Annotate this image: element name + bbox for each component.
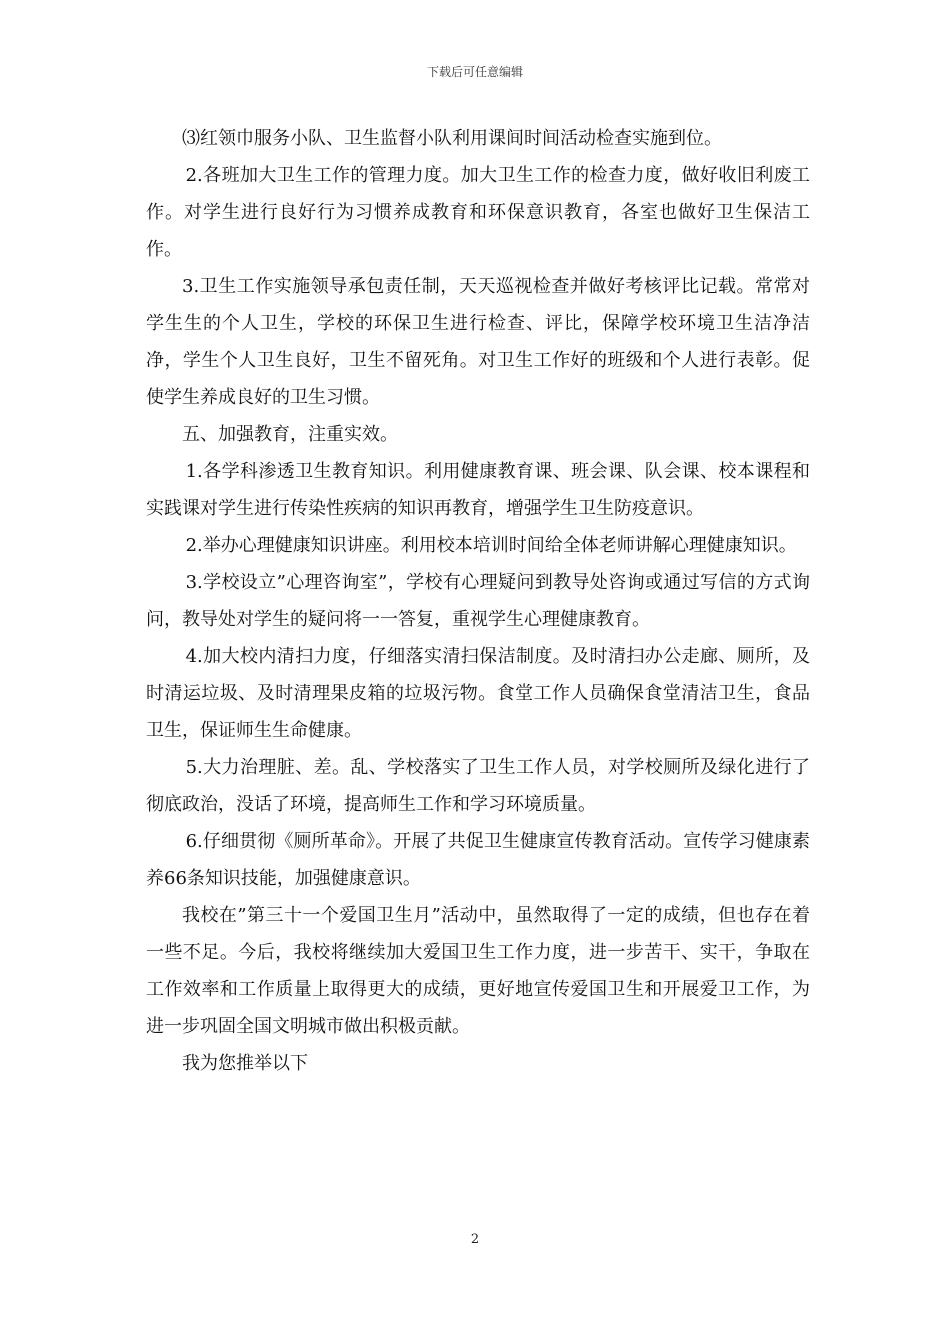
page-number: 2: [470, 1232, 480, 1247]
paragraph-toilet-revolution: 6.仔细贯彻《厕所革命》。开展了共促卫生健康宣传教育活动。宣传学习健康素养66条知识技能，加强健康意识。: [146, 831, 810, 889]
paragraph-mental-health-lecture: 2.举办心理健康知识讲座。利用校本培训时间给全体老师讲解心理健康知识。: [185, 535, 797, 556]
paragraph-red-scarf-team: ⑶红领巾服务小队、卫生监督小队利用课间时间活动检查实施到位。: [182, 128, 722, 149]
paragraph-class-management: 2.各班加大卫生工作的管理力度。加大卫生工作的检查力度，做好收旧利废工作。对学生进行良好行为习惯养成教育和环保意识教育，各室也做好卫生保洁工作。: [146, 165, 810, 260]
paragraph-summary: 我校在”第三十一个爱国卫生月”活动中，虽然取得了一定的成绩，但也存在着一些不足。今后，我校将继续加大爱国卫生工作力度，进一步苦干、实干，争取在工作效率和工作质量上取得更大的成绩，更好地宣传爱国卫生和开展爱卫工作，为进一步巩固全国文明城市做出积极贡献。: [146, 905, 810, 1037]
paragraph-leadership-responsibility: 3.卫生工作实施领导承包责任制，天天巡视检查并做好考核评比记载。常常对学生生的个人卫生，学校的环保卫生进行检查、评比，保障学校环境卫生洁净洁净，学生个人卫生良好，卫生不留死角。对卫生工作好的班级和个人进行表彰。促使学生养成良好的卫生习惯。: [146, 276, 810, 408]
paragraph-counseling-room: 3.学校设立”心理咨询室”，学校有心理疑问到教导处咨询或通过写信的方式询问，教导处对学生的疑问将一一答复，重视学生心理健康教育。: [146, 572, 810, 630]
section-heading-education: 五、加强教育，注重实效。: [182, 424, 398, 445]
paragraph-environment-governance: 5.大力治理脏、差。乱、学校落实了卫生工作人员，对学校厕所及绿化进行了彻底政治，没话了环境，提高师生工作和学习环境质量。: [146, 757, 810, 815]
document-body: [146, 120, 810, 1082]
paragraph-recommendation: 我为您推举以下: [182, 1053, 308, 1074]
paragraph-cleaning-effort: 4.加大校内清扫力度，仔细落实清扫保洁制度。及时清扫办公走廊、厕所，及时清运垃圾、及时清理果皮箱的垃圾污物。食堂工作人员确保食堂清洁卫生，食品卫生，保证师生生命健康。: [146, 646, 810, 741]
page-header: 下载后可任意编辑: [426, 65, 523, 79]
paragraph-subject-integration: 1.各学科渗透卫生教育知识。利用健康教育课、班会课、队会课、校本课程和实践课对学生进行传染性疾病的知识再教育，增强学生卫生防疫意识。: [146, 461, 810, 519]
